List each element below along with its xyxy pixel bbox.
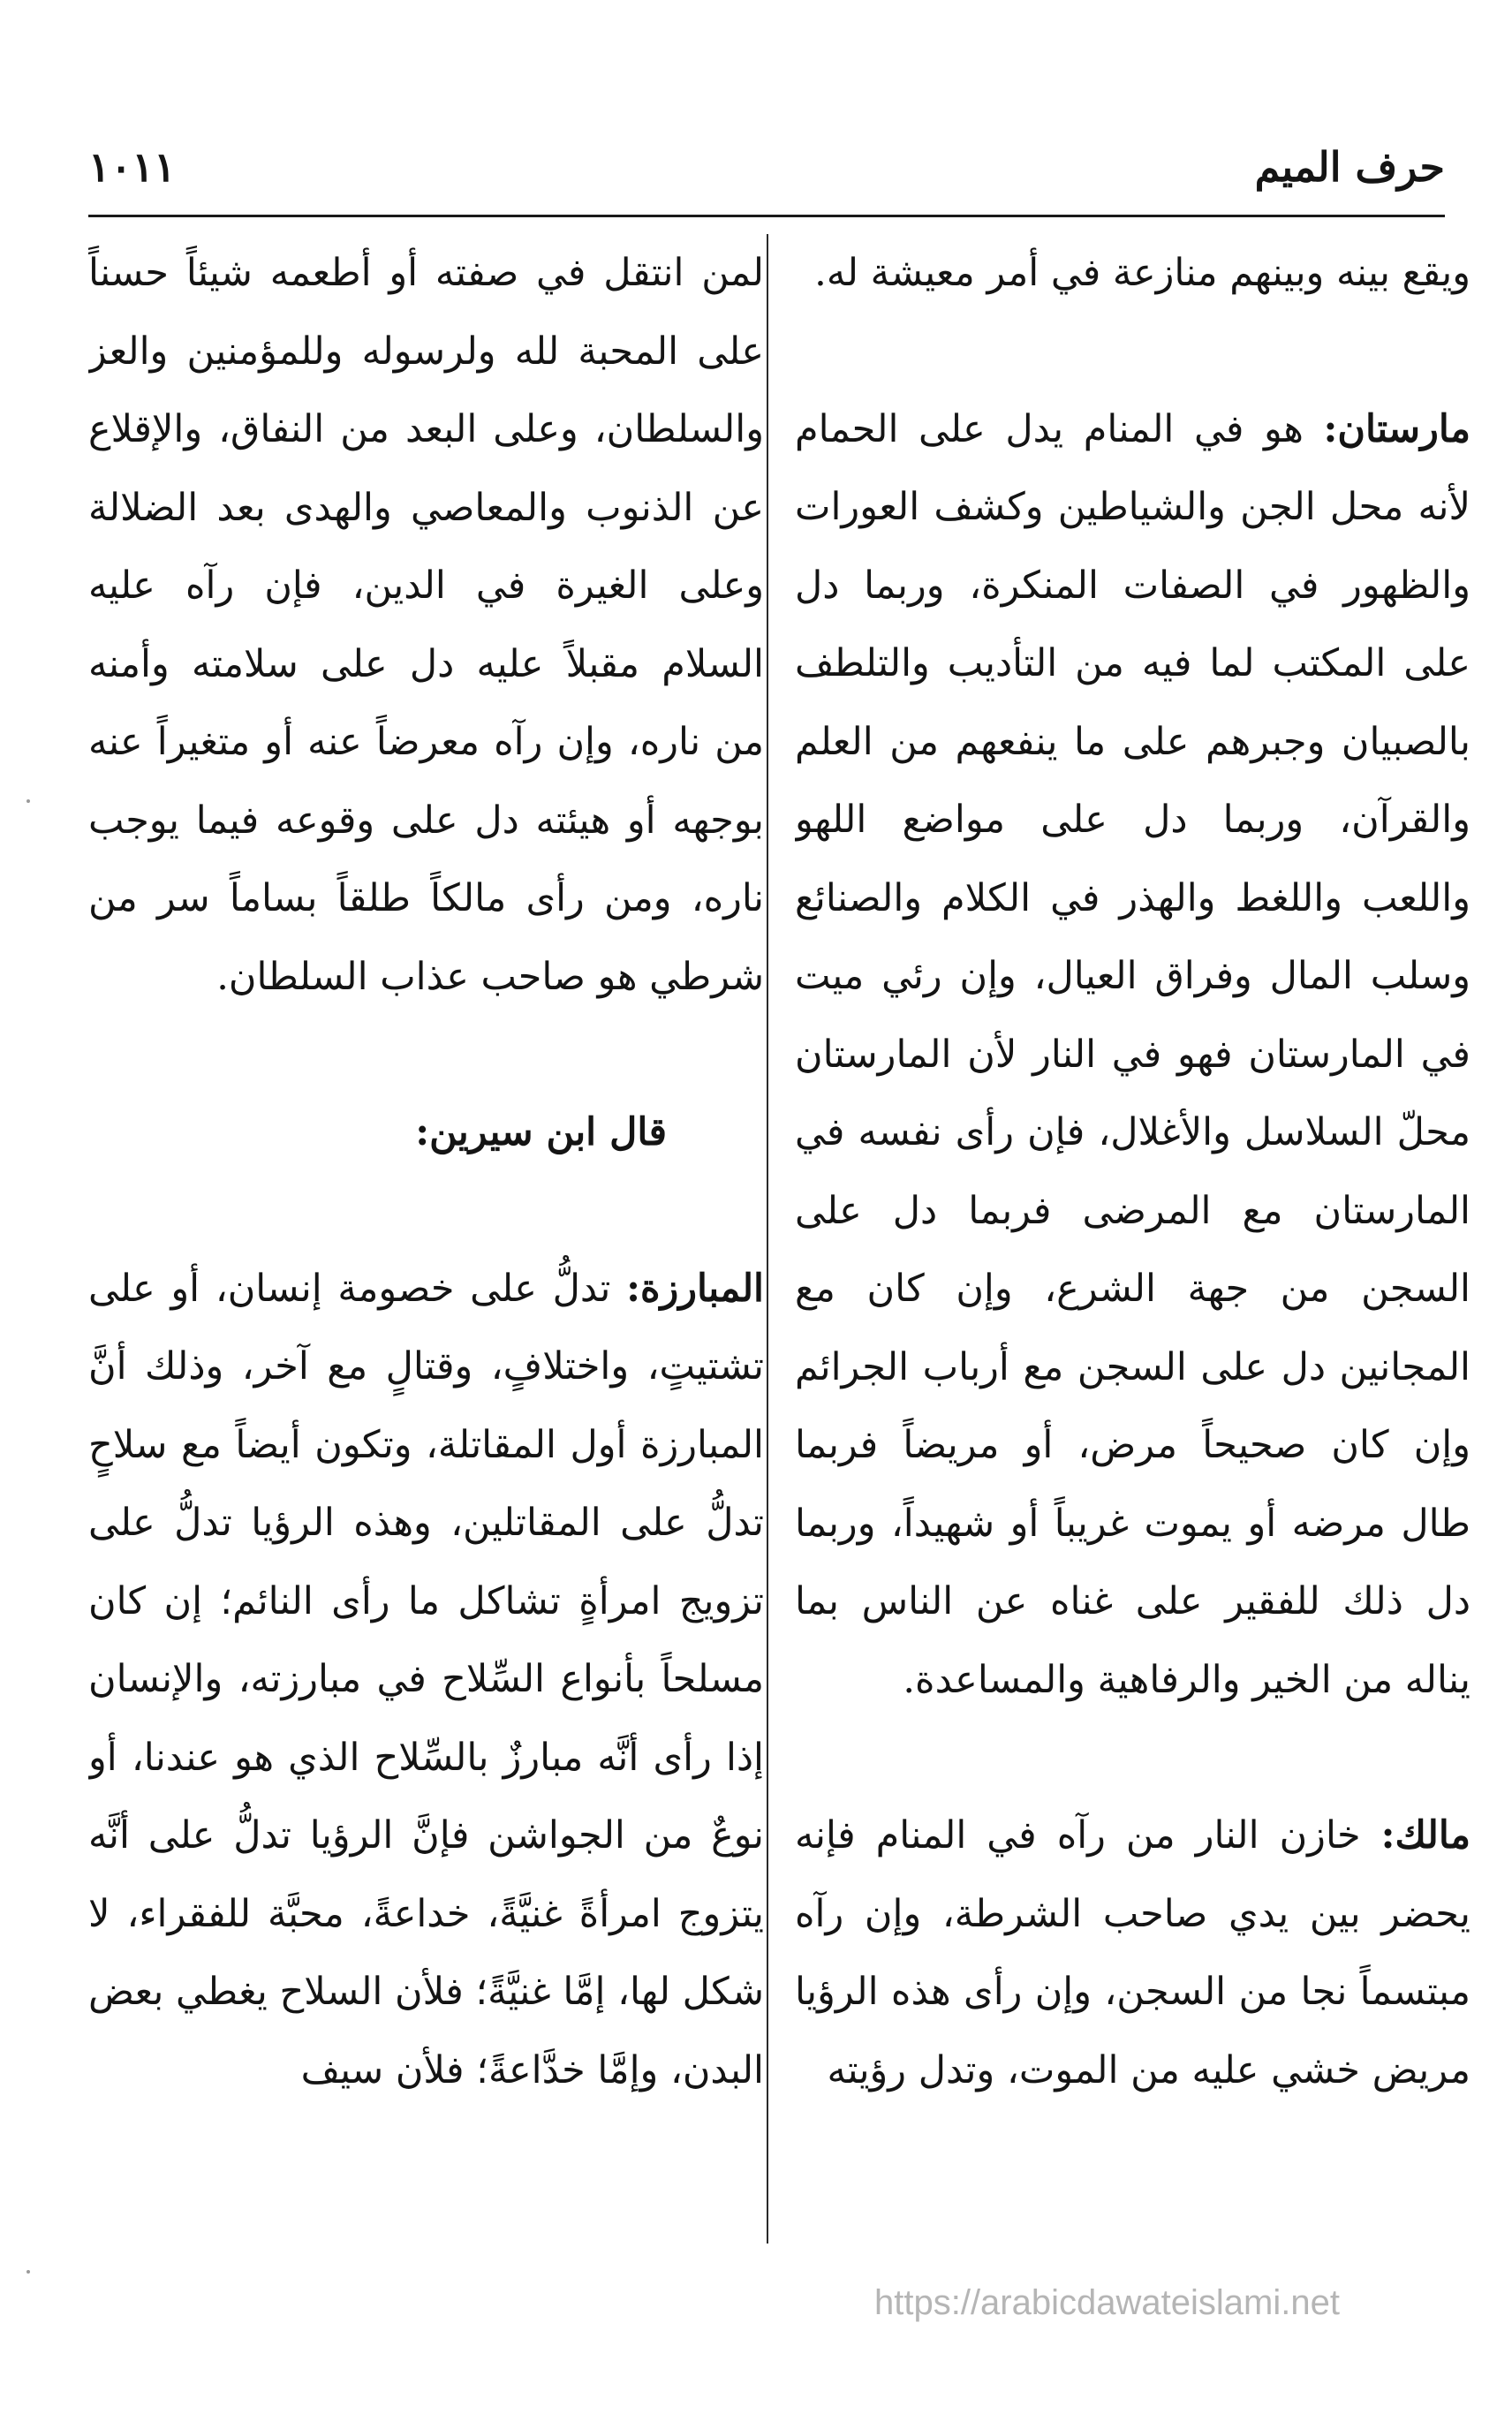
left-column	[88, 234, 764, 2239]
dictionary-entry-malik	[795, 1797, 1470, 2109]
entry-heading: المبارزة:	[626, 1266, 764, 1311]
dictionary-entry-mubaraza	[88, 1250, 764, 2110]
continued-paragraph	[88, 234, 764, 1016]
running-header	[88, 132, 1445, 212]
paragraph-text: لمن انتقل في صفته أو أطعمه شيئاً حسناً على المحبة لله ولرسوله وللمؤمنين والعز والسلطان، وعلى البعد من النفاق، والإقلاع عن الذنوب والمعاصي والهدى بعد الضلالة وعلى الغيرة في الدين، فإن رآه عليه السلام مقبلاً عليه دل على سلامته وأمنه من ناره، وإن رآه معرضاً عنه أو متغيراً عنه بوجهه أو هيئته دل على وقوعه فيما يوجب ناره، ومن رأى مالكاً طلقاً بساماً سر من شرطي هو صاحب عذاب السلطان.	[88, 251, 764, 999]
entry-text: خازن النار من رآه في المنام فإنه يحضر بين يدي صاحب الشرطة، وإن رآه مبتسماً نجا من السجن، وإن رأى هذه الرؤيا مريض خشي عليه من الموت، وتدل رؤيته	[795, 1813, 1470, 2092]
source-watermark: https://arabicdawateislami.net	[874, 2283, 1340, 2322]
right-column	[795, 234, 1470, 2239]
column-divider	[767, 234, 768, 2244]
continued-paragraph	[795, 234, 1470, 313]
scan-speck	[26, 2270, 30, 2274]
chapter-title: حرف الميم	[1254, 143, 1445, 191]
entry-heading: مالك:	[1380, 1813, 1470, 1858]
entry-text: هو في المنام يدل على الحمام لأنه محل الجن والشياطين وكشف العورات والظهور في الصفات المنكرة، وربما دل على المكتب لما فيه من التأديب والتلطف بالصبيان وجبرهم على ما ينفعهم من العلم والقرآن، وربما دل على مواضع اللهو واللعب واللغط والهذر في الكلام والصنائع وسلب المال وفراق العيال، وإن رئي ميت في المارستان فهو في النار لأن المارستان محلّ السلاسل والأغلال، فإن رأى نفسه في المارستان مع المرضى فربما دل على السجن من جهة الشرع، وإن كان مع المجانين دل على السجن مع أرباب الجرائم وإن كان صحيحاً مرض، أو مريضاً فربما طال مرضه أو يموت غريباً أو شهيداً، وربما دل ذلك للفقير على غناه عن الناس بما يناله من الخير والرفاهية والمساعدة.	[795, 406, 1470, 1702]
scan-speck	[26, 799, 30, 803]
dictionary-entry-maristan	[795, 390, 1470, 1720]
page-number: ١٠١١	[88, 143, 176, 191]
header-rule	[88, 215, 1445, 217]
entry-heading: مارستان:	[1323, 406, 1470, 451]
section-subheading: قال ابن سيرين:	[415, 1110, 667, 1154]
paragraph-text: ويقع بينه وبينهم منازعة في أمر معيشة له.	[814, 251, 1470, 295]
entry-text: تدلُّ على خصومة إنسان، أو على تشتيتٍ، واختلافٍ، وقتالٍ مع آخر، وذلك أنَّ المبارزة أول المقاتلة، وتكون أيضاً مع سلاحٍ تدلُّ على المقاتلين، وهذه الرؤيا تدلُّ على تزويج امرأةٍ تشاكل ما رأى النائم؛ إن كان مسلحاً بأنواع السِّلاح في مبارزته، والإنسان إذا رأى أنَّه مبارزٌ بالسِّلاح الذي هو عندنا، أو نوعٌ من الجواشن فإنَّ الرؤيا تدلُّ على أنَّه يتزوج امرأةً غنيَّةً، خداعةً، محبَّة للفقراء، لا شكل لها، إمَّا غنيَّةً؛ فلأن السلاح يغطي بعض البدن، وإمَّا خدَّاعةً؛ فلأن سيف	[88, 1266, 764, 2092]
